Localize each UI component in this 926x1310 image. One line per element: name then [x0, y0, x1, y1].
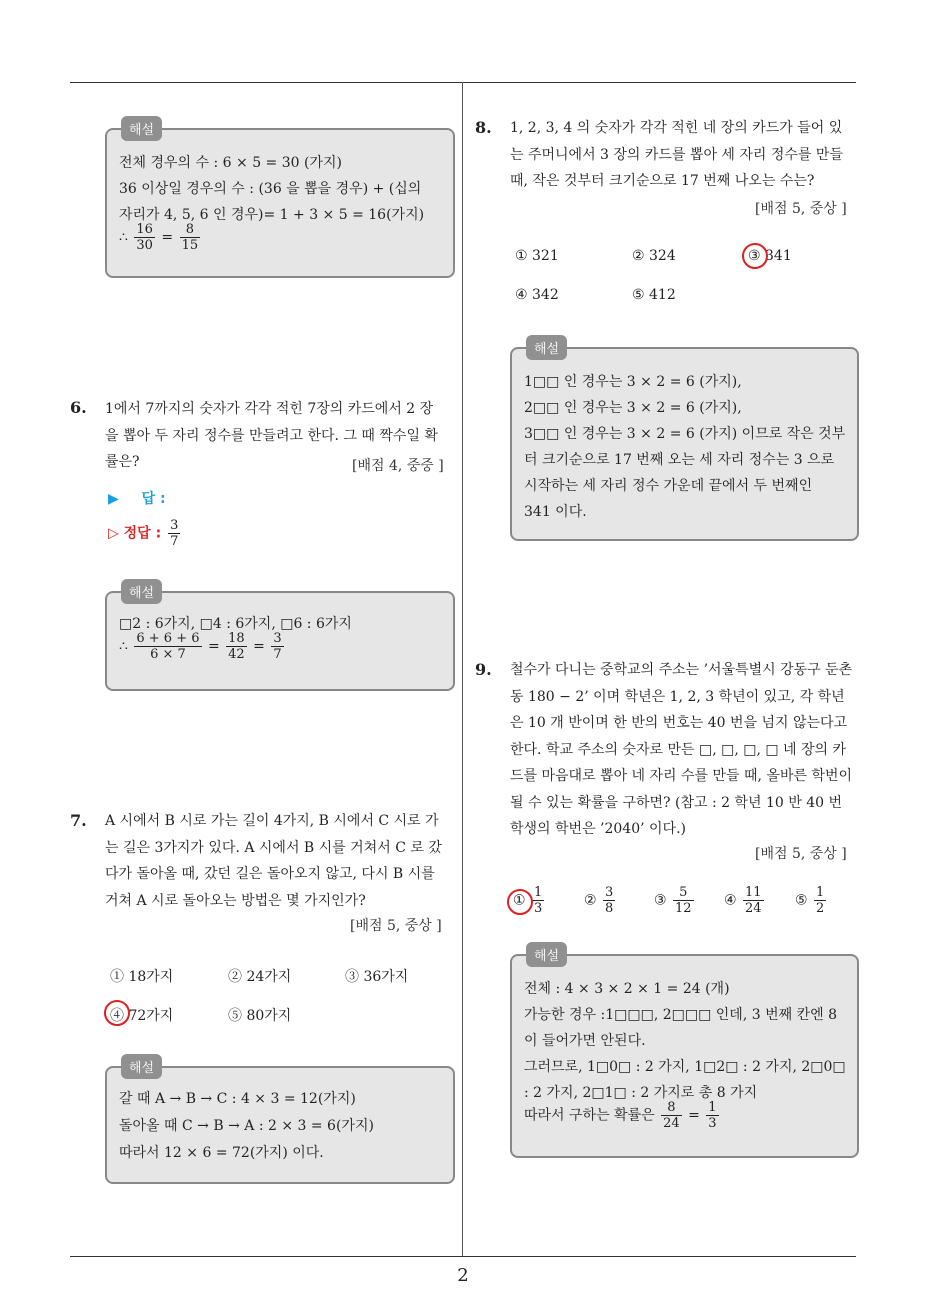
- q8-choice-2[interactable]: ② 324: [632, 248, 676, 264]
- answer-label: 답 :: [141, 491, 166, 507]
- q9-solution-box: [510, 949, 859, 1158]
- q9-sol-line-6: [524, 1100, 721, 1131]
- q8-sol-line-1: 1□□ 인 경우는 3 × 2 = 6 (가지),: [524, 374, 742, 390]
- q7-solution-box: [105, 1061, 455, 1184]
- q6-correct-row: [108, 518, 182, 549]
- q8-sol-line-3: 3□□ 인 경우는 3 × 2 = 6 (가지) 이므로 작은 것부: [524, 426, 846, 442]
- q8-choice-1[interactable]: ① 321: [515, 248, 559, 264]
- therefore-symbol: ∴: [119, 638, 128, 655]
- q8-sol-line-2: 2□□ 인 경우는 3 × 2 = 6 (가지),: [524, 400, 742, 416]
- denominator: 7: [273, 647, 282, 662]
- correct-fraction: [168, 518, 180, 549]
- q9-sol-line-3: 이 들어가면 안된다.: [524, 1033, 646, 1049]
- solution-tab: 해설: [526, 942, 567, 967]
- numerator: 1: [534, 885, 543, 900]
- q5-sol-line-1: 전체 경우의 수 : 6 × 5 = 30 (가지): [119, 155, 342, 171]
- fraction: [134, 631, 201, 662]
- q8-number: 8.: [475, 118, 492, 137]
- q9-choice-2[interactable]: [584, 885, 617, 916]
- q8-sol-line-4: 터 크기순으로 17 번째 오는 세 자리 정수는 3 으로: [524, 452, 835, 468]
- fraction: [743, 885, 764, 916]
- equals: =: [688, 1107, 700, 1124]
- equals: =: [161, 229, 174, 246]
- denominator: 2: [816, 901, 825, 916]
- q6-answer-row: [108, 488, 166, 508]
- q9-meta: [배점 5, 중상 ]: [755, 846, 847, 862]
- solution-tab: 해설: [526, 335, 567, 360]
- numerator: 1: [816, 885, 825, 900]
- numerator: 3: [170, 518, 179, 533]
- correct-arrow-icon: ▷: [108, 525, 119, 542]
- q7-text: A 시에서 B 시로 가는 길이 4가지, B 시에서 C 시로 가는 길은 3가지가 있다. A 시에서 B 시를 거쳐서 C 로 갔다가 돌아올 때, 갔던 길은 돌아오지 않고, 다시 B 시를 거쳐 A 시로 돌아오는 방법은 몇 가지인가?: [105, 813, 442, 909]
- numerator: 5: [673, 885, 694, 901]
- q8-text: 1, 2, 3, 4 의 숫자가 각각 적힌 네 장의 카드가 들어 있는 주머니에서 3 장의 카드를 뽑아 세 자리 정수를 만들 때, 작은 것부터 크기순으로 17 번째 나오는 수는?: [510, 120, 843, 189]
- q9-answer-circle: [507, 889, 533, 915]
- fraction: [134, 222, 155, 253]
- q6-number: 6.: [70, 398, 87, 417]
- fraction: [706, 1100, 718, 1131]
- q6-meta: [배점 4, 중중 ]: [352, 458, 444, 474]
- q7-number: 7.: [70, 811, 87, 830]
- denominator: 7: [170, 534, 179, 549]
- conclusion-text: 따라서 구하는 확률은: [524, 1107, 655, 1124]
- denominator: 3: [708, 1116, 717, 1131]
- q9-choice-5[interactable]: [795, 885, 828, 916]
- fraction: [180, 222, 201, 253]
- denominator: 3: [534, 901, 543, 916]
- q9-sol-line-4: 그러므로, 1□0□ : 2 가지, 1□2□ : 2 가지, 2□0□: [524, 1059, 846, 1075]
- q5-sol-line-4: [119, 222, 202, 253]
- q9-sol-line-1: 전체 : 4 × 3 × 2 × 1 = 24 (개): [524, 981, 730, 997]
- q7-answer-circle: [104, 1000, 130, 1026]
- fraction: [271, 631, 283, 662]
- q7-meta: [배점 5, 중상 ]: [350, 918, 442, 934]
- q8-answer-circle: [742, 243, 768, 269]
- q9-text: 철수가 다니는 중학교의 주소는 ’서울특별시 강동구 둔촌동 180 − 2’ 이며 학년은 1, 2, 3 학년이 있고, 각 학년은 10 개 반이며 한 반의 번호는 40 번을 넘지 않는다고 한다. 학교 주소의 숫자로 만든 □, □, □, □ 네 장의 카드를 마음대로 뽑아 네 자리 수를 만들 때, 올바른 학번이 될 수 있는 확률을 구하면? (참고 : 2 학년 10 반 40 번 학생의 학번은 ’2040’ 이다.): [510, 662, 853, 837]
- q7-choice-4[interactable]: ④ 72가지: [110, 1008, 174, 1024]
- bottom-rule: [70, 1256, 856, 1257]
- denominator: 42: [228, 647, 245, 662]
- q7-sol-line-2: 돌아올 때 C → B → A : 2 × 3 = 6(가지): [119, 1118, 374, 1134]
- numerator: 8: [661, 1100, 682, 1116]
- choice-mark: ④: [724, 892, 737, 909]
- q6-sol-line-1: □2 : 6가지, □4 : 6가지, □6 : 6가지: [119, 616, 352, 632]
- choice-mark: ⑤: [795, 892, 808, 909]
- denominator: 30: [136, 238, 153, 253]
- numerator: 11: [745, 885, 762, 900]
- solution-tab: 해설: [121, 579, 162, 604]
- q9-number: 9.: [475, 660, 492, 679]
- q5-sol-line-3: 자리가 4, 5, 6 인 경우)= 1 + 3 × 5 = 16(가지): [119, 207, 425, 223]
- q8-choice-4[interactable]: ④ 342: [515, 287, 559, 303]
- fraction: [673, 885, 694, 916]
- denominator: 6 × 7: [150, 647, 186, 662]
- correct-label: 정답 :: [123, 525, 162, 542]
- q7-choice-1[interactable]: ① 18가지: [110, 969, 174, 985]
- q9-choice-3[interactable]: [654, 885, 696, 916]
- q7-choice-2[interactable]: ② 24가지: [228, 969, 292, 985]
- fraction: [532, 885, 544, 916]
- choice-mark: ②: [584, 892, 597, 909]
- q9-sol-line-5: : 2 가지, 2□1□ : 2 가지로 총 8 가지: [524, 1085, 758, 1101]
- numerator: 3: [605, 885, 614, 900]
- q7-choice-5[interactable]: ⑤ 80가지: [228, 1008, 292, 1024]
- fraction: [661, 1100, 682, 1131]
- numerator: 8: [180, 222, 201, 238]
- fraction: [814, 885, 826, 916]
- fraction: [226, 631, 247, 662]
- top-rule: [70, 82, 856, 83]
- q6-sol-line-2: ∴ $\frac{6 + 6 + 6}{6 \times 7}$ = $\frac{18}{42}$ = $\frac{3}{7}$: [119, 631, 282, 662]
- q9-sol-line-2: 가능한 경우 :1□□□, 2□□□ 인데, 3 번째 칸엔 8: [524, 1007, 837, 1023]
- numerator: 3: [273, 631, 282, 646]
- solution-tab: 해설: [121, 1054, 162, 1079]
- q7-choice-3[interactable]: ③ 36가지: [345, 969, 409, 985]
- q5-solution-box: [105, 123, 455, 278]
- denominator: 24: [663, 1116, 680, 1131]
- q8-solution-box: [510, 342, 859, 541]
- denominator: 15: [181, 238, 199, 253]
- q5-sol-line-2: 36 이상일 경우의 수 : (36 을 뽑을 경우) + (십의: [119, 181, 422, 197]
- q8-meta: [배점 5, 중상 ]: [755, 201, 847, 217]
- choice-mark: ③: [654, 892, 667, 909]
- denominator: 24: [745, 901, 762, 916]
- numerator: 18: [228, 631, 245, 646]
- denominator: 8: [605, 901, 614, 916]
- therefore-symbol: ∴: [119, 229, 128, 246]
- q8-choice-3[interactable]: ③ 341: [748, 248, 792, 264]
- column-divider: [462, 82, 463, 1257]
- q9-choice-4[interactable]: [724, 885, 766, 916]
- choice-mark: ①: [513, 892, 526, 909]
- q7-sol-line-3: 따라서 12 × 6 = 72(가지) 이다.: [119, 1145, 324, 1161]
- numerator: 16: [136, 222, 153, 237]
- solution-tab: 해설: [121, 116, 162, 141]
- numerator: 1: [708, 1100, 717, 1115]
- q8-choice-5[interactable]: ⑤ 412: [632, 287, 676, 303]
- q7-sol-line-1: 갈 때 A → B → C : 4 × 3 = 12(가지): [119, 1091, 356, 1107]
- q8-sol-line-5: 시작하는 세 자리 정수 가운데 끝에서 두 번째인: [524, 478, 813, 494]
- numerator: 6 + 6 + 6: [136, 631, 200, 646]
- q8-sol-line-6: 341 이다.: [524, 504, 587, 520]
- q6-solution-box: [105, 586, 455, 691]
- page-number: 2: [457, 1265, 469, 1286]
- q6-text: 1에서 7까지의 숫자가 각각 적힌 7장의 카드에서 2 장을 뽑아 두 자리 정수를 만들려고 한다. 그 때 짝수일 확률은?: [105, 401, 438, 470]
- answer-arrow-icon: ▶: [108, 491, 119, 507]
- fraction: [603, 885, 615, 916]
- denominator: 12: [675, 901, 692, 916]
